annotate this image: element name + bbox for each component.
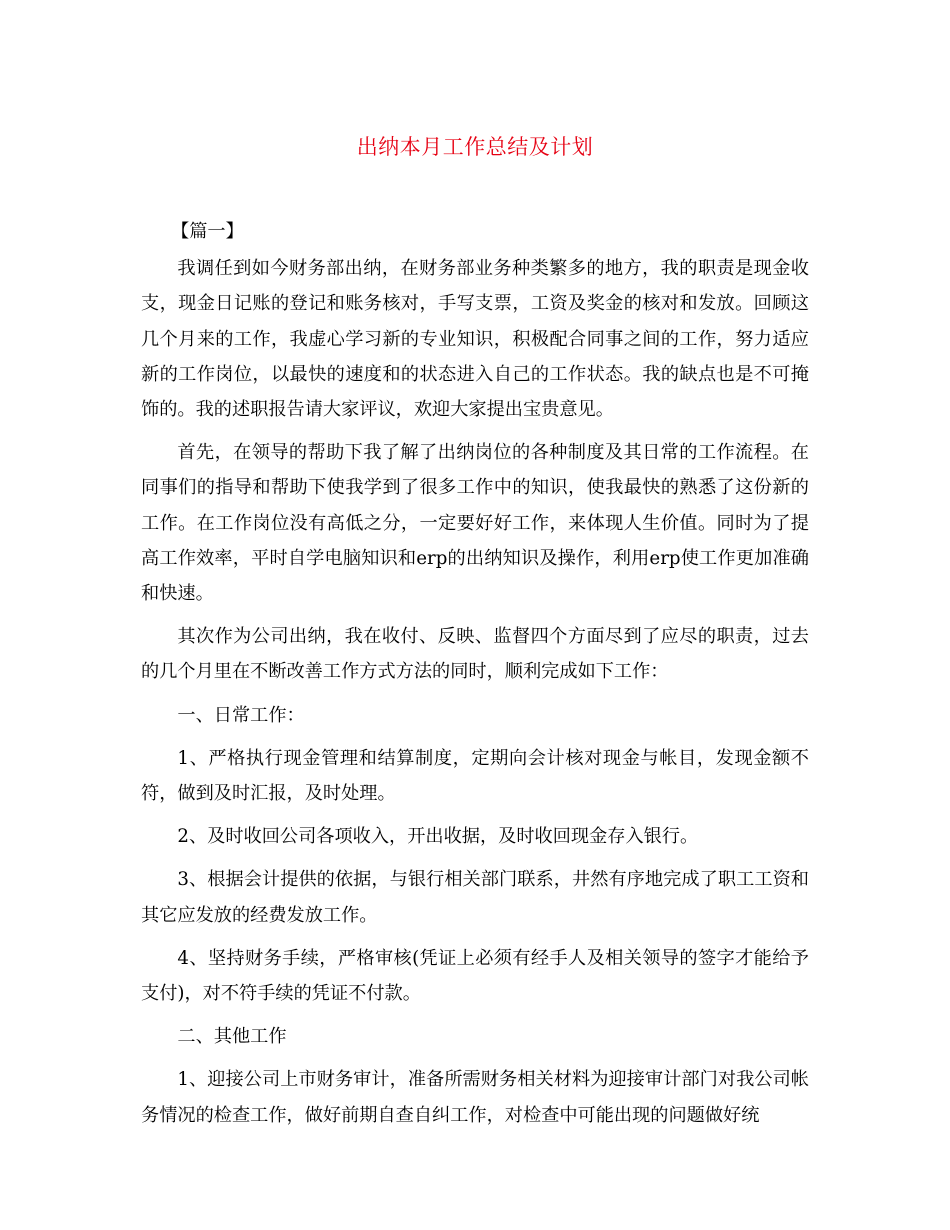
paragraph-intro: 我调任到如今财务部出纳，在财务部业务种类繁多的地方，我的职责是现金收支，现金日记账的登记和账务核对，手写支票，工资及奖金的核对和发放。回顾这几个月来的工作，我虚心学习新的专业知识，积极配合同事之间的工作，努力适应新的工作岗位，以最快的速度和的状态进入自己的工作状态。我的缺点也是不可掩饰的。我的述职报告请大家评议，欢迎大家提出宝贵意见。 xyxy=(141,258,809,421)
list-item-daily-3: 3、根据会计提供的依据，与银行相关部门联系，井然有序地完成了职工工资和其它应发放的经费发放工作。 xyxy=(141,869,809,926)
heading-other-work: 二、其他工作 xyxy=(177,1026,287,1048)
list-item-daily-2: 2、及时收回公司各项收入，开出收据，及时收回现金存入银行。 xyxy=(177,826,699,848)
paragraph-second: 其次作为公司出纳，我在收付、反映、监督四个方面尽到了应尽的职责，过去的几个月里在不断改善工作方式方法的同时，顺利完成如下工作： xyxy=(141,626,809,683)
heading-daily-work: 一、日常工作： xyxy=(177,704,305,726)
document-title: 出纳本月工作总结及计划 xyxy=(356,135,594,159)
section-tag: 【篇一】 xyxy=(171,221,244,242)
paragraph-first: 首先，在领导的帮助下我了解了出纳岗位的各种制度及其日常的工作流程。在同事们的指导和帮助下使我学到了很多工作中的知识，使我最快的熟悉了这份新的工作。在工作岗位没有高低之分，一定要好好工作，来体现人生价值。同时为了提高工作效率，平时自学电脑知识和erp的出纳知识及操作，利用erp使工作更加准确和快速。 xyxy=(141,442,809,605)
list-item-daily-4: 4、坚持财务手续，严格审核(凭证上必须有经手人及相关领导的签字才能给予支付)，对不符手续的凭证不付款。 xyxy=(141,947,809,1005)
document-body xyxy=(141,214,809,1141)
list-item-other-1: 1、迎接公司上市财务审计，准备所需财务相关材料为迎接审计部门对我公司帐务情况的检查工作，做好前期自查自纠工作，对检查中可能出现的问题做好统 xyxy=(141,1069,809,1126)
list-item-daily-1: 1、严格执行现金管理和结算制度，定期向会计核对现金与帐目，发现金额不符，做到及时汇报，及时处理。 xyxy=(141,747,809,805)
